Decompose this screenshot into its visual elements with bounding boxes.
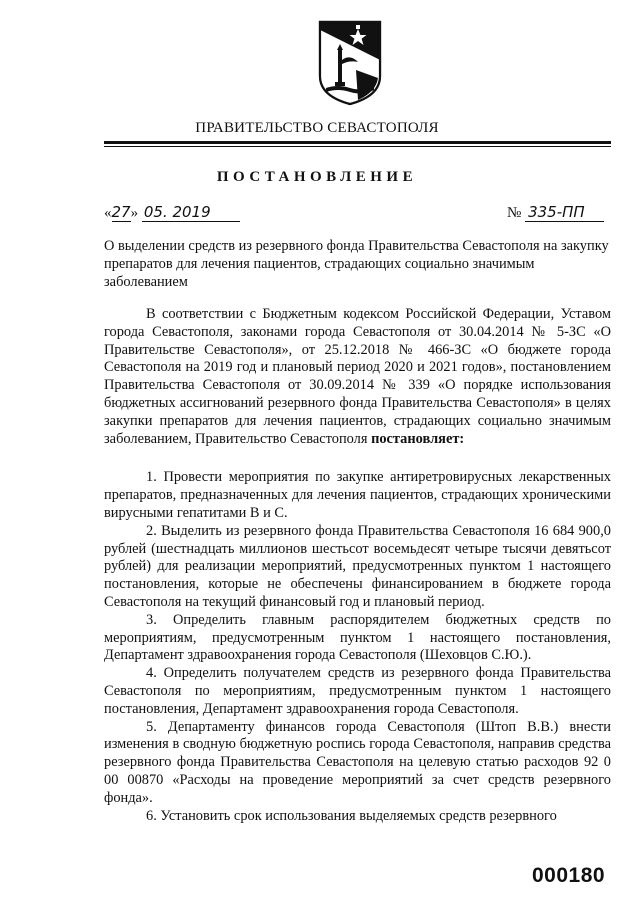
item-6: 6. Установить срок использования выделяемых средств резервного — [146, 807, 557, 824]
document-subject: О выделении средств из резервного фонда Правительства Севастополя на закупку препаратов для лечения пациентов, страдающих социально значимым заболеванием — [104, 238, 609, 290]
date-quote-open: « — [104, 205, 112, 221]
number-label: № — [507, 205, 522, 221]
page-number: 000180 — [532, 864, 606, 887]
date-quote-close: » — [130, 205, 139, 221]
preamble-verb: постановляет: — [371, 430, 465, 447]
date-day: 27 — [111, 203, 131, 221]
sevastopol-coat-of-arms-icon — [318, 20, 382, 106]
item-2: 2. Выделить из резервного фонда Правительства Севастополя 16 684 900,0 рублей (шестнадцать миллионов шестьсот восемьдесят четыре тысячи девятьсот рублей) для реализации мероприятий, предусмотренных пунктом 1 настоящего постановления, которые не обеспечены финансированием в бюджете города Севастополя на текущий финансовый год и плановый период. — [104, 522, 611, 610]
item-3: 3. Определить главным распорядителем бюджетных средств по мероприятиям, предусмотренным пунктом 1 настоящего постановления, Департамент здравоохранения города Севастополя (Шеховцов С.Ю.). — [104, 611, 611, 664]
header-rule-thin — [104, 146, 611, 147]
document-type: ПОСТАНОВЛЕНИЕ — [216, 169, 418, 185]
date-month-year: 05. 2019 — [142, 203, 240, 222]
item-4: 4. Определить получателем средств из резервного фонда Правительства Севастополя по мероприятиям, предусмотренным пунктом 1 настоящего постановления, Департамент здравоохранения города Севастополя. — [104, 665, 611, 717]
document-number — [507, 203, 604, 222]
document-date — [104, 203, 240, 222]
number-value: 335-ПП — [525, 203, 604, 222]
preamble-text: В соответствии с Бюджетным кодексом Российской Федерации, Уставом города Севастополя, законами города Севастополя от 30.04.2014 № 5-ЗС «О Правительстве Севастополя», от 25.12.2018 № 466-ЗС «О бюджете города Севастополя на 2019 год и плановый период 2020 и 2021 годов», постановлением Правительства Севастополя от 30.09.2014 № 339 «О порядке использования бюджетных ассигнований резервного фонда Правительства Севастополя» в целях закупки препаратов для лечения пациентов, страдающих социально значимым заболеванием, Правительство Севастополя — [104, 306, 611, 447]
header-rule-thick — [104, 141, 611, 144]
government-title: ПРАВИТЕЛЬСТВО СЕВАСТОПОЛЯ — [195, 120, 439, 136]
preamble — [104, 306, 611, 448]
document-body — [104, 306, 611, 825]
item-1: 1. Провести мероприятия по закупке антиретровирусных лекарственных препаратов, предназначенных для лечения пациентов, страдающих хроническими вирусными гепатитами В и С. — [104, 469, 611, 521]
item-5: 5. Департаменту финансов города Севастополя (Штоп В.В.) внести изменения в сводную бюджетную роспись города Севастополя, направив средства резервного фонда Правительства Севастополя на целевую статью расходов 92 0 00 00870 «Расходы на проведение мероприятий за счет средств резервного фонда». — [104, 718, 611, 806]
